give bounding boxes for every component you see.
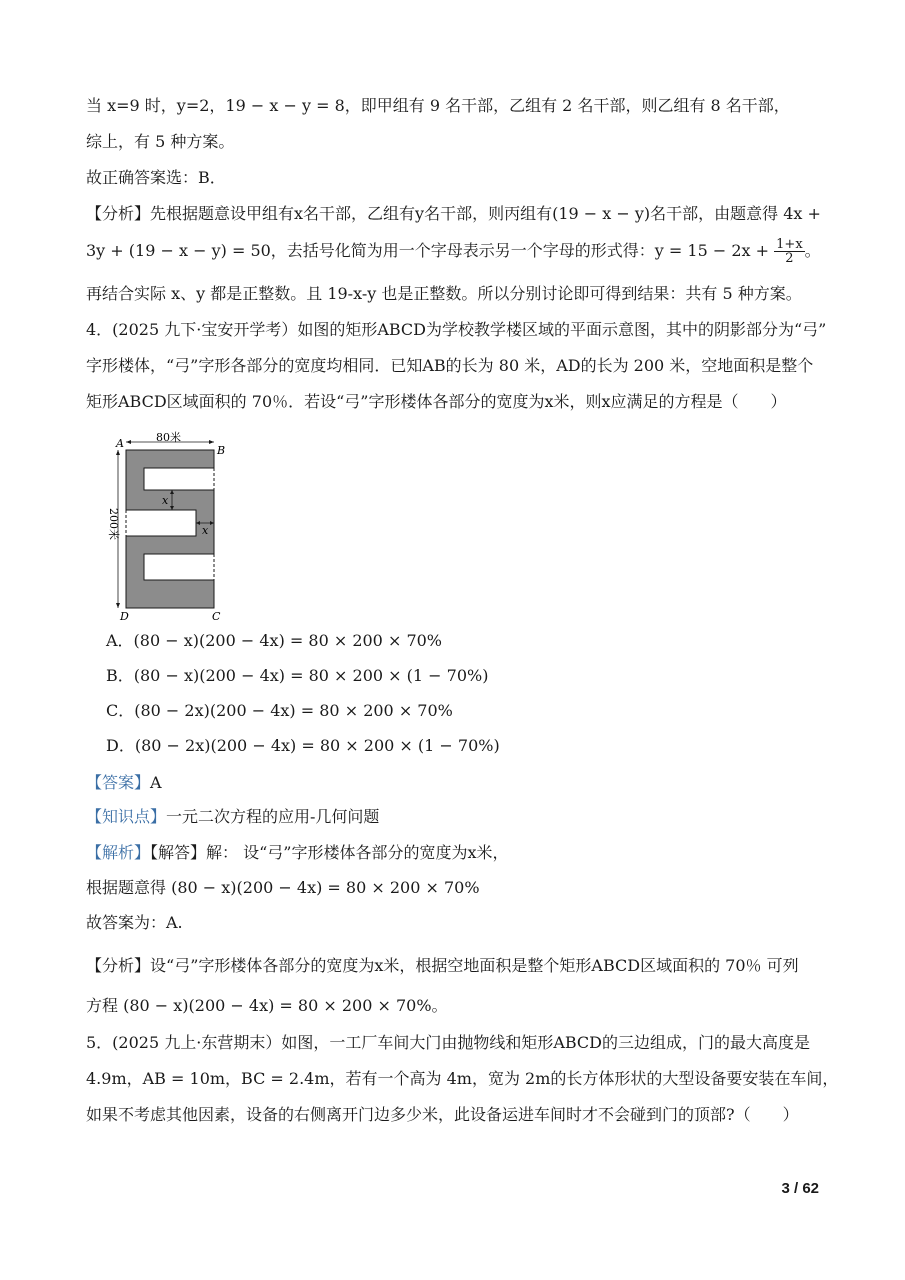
label-x1: x <box>162 494 169 507</box>
knowledge-point-line <box>86 806 823 828</box>
label-d: D <box>120 610 129 620</box>
text-line: 当 x=9 时，y=2，19 − x − y = 8，即甲组有 9 名干部，乙组有 2 名干部，则乙组有 8 名干部， <box>86 96 790 115</box>
text-line: 综上，有 5 种方案。 <box>86 132 235 151</box>
label-c: C <box>212 610 221 620</box>
analysis-line-2 <box>86 238 823 265</box>
analysis2-tag: 【分析】 <box>86 956 151 975</box>
analysis-end: 。 <box>804 241 821 260</box>
analysis2-value: 设“弓”字形楼体各部分的宽度为x米，根据空地面积是整个矩形ABCD区域面积的 70％ 可列 <box>150 956 799 975</box>
fraction-denominator: 2 <box>785 251 794 266</box>
solution-line-3: 故答案为：A. <box>86 913 183 932</box>
analysis2-line <box>86 955 823 977</box>
analysis-line <box>86 203 823 225</box>
cutout-top <box>144 468 214 490</box>
analysis-text-2: 3y + (19 − x − y) = 50，去括号化简为用一个字母表示另一个字母的形式得：y = 15 − 2x + <box>86 241 770 260</box>
option-a: A．(80 − x)(200 − 4x) = 80 × 200 × 70% <box>106 631 443 650</box>
solution-line-2: 根据题意得 (80 − x)(200 − 4x) = 80 × 200 × 70% <box>86 878 480 897</box>
analysis2-line-2: 方程 (80 − x)(200 − 4x) = 80 × 200 × 70%。 <box>86 996 448 1015</box>
question-5-line-2: 4.9m，AB = 10m，BC = 2.4m，若有一个高为 4m，宽为 2m的长方体形状的大型设备要安装在车间， <box>86 1069 839 1088</box>
analysis-tag: 【分析】 <box>86 204 151 223</box>
label-x2: x <box>202 524 209 537</box>
label-height: 200米 <box>108 508 120 540</box>
page-number: 3 / 62 <box>781 1180 819 1197</box>
solution-tag: 【解析】 <box>86 843 151 862</box>
solution-line <box>86 842 823 864</box>
knowledge-tag: 【知识点】 <box>86 807 167 826</box>
option-c: C．(80 − 2x)(200 − 4x) = 80 × 200 × 70% <box>106 701 453 720</box>
bow-building-figure <box>108 430 238 620</box>
figure-svg <box>108 430 238 620</box>
cutout-bottom <box>144 554 214 580</box>
text-line: 再结合实际 x、y 都是正整数。且 19-x-y 也是正整数。所以分别讨论即可得到结果：共有 5 种方案。 <box>86 284 802 303</box>
text-line: 故正确答案选：B． <box>86 168 226 187</box>
label-a: A <box>116 437 124 450</box>
cutout-middle <box>126 510 196 536</box>
question-4-line-3: 矩形ABCD区域面积的 70％．若设“弓”字形楼体各部分的宽度为x米，则x应满足的方程是（ ） <box>86 392 787 411</box>
answer-value: A <box>150 773 162 792</box>
question-4-line-1: 4．(2025 九下·宝安开学考）如图的矩形ABCD为学校教学楼区域的平面示意图，其中的阴影部分为“弓” <box>86 320 827 339</box>
question-4-line-2: 字形楼体，“弓”字形各部分的宽度均相同．已知AB的长为 80 米，AD的长为 200 米，空地面积是整个 <box>86 356 814 375</box>
label-width: 80米 <box>156 431 181 444</box>
answer-line <box>86 772 823 794</box>
solution-value: 【解答】解： 设“弓”字形楼体各部分的宽度为x米， <box>150 843 509 862</box>
label-b: B <box>217 444 226 457</box>
knowledge-value: 一元二次方程的应用-几何问题 <box>166 807 380 826</box>
fraction <box>774 238 805 265</box>
answer-tag: 【答案】 <box>86 773 151 792</box>
fraction-numerator: 1+x <box>776 237 803 252</box>
option-d: D．(80 − 2x)(200 − 4x) = 80 × 200 × (1 − 70%) <box>106 736 500 755</box>
question-5-line-1: 5．(2025 九上·东营期末）如图，一工厂车间大门由抛物线和矩形ABCD的三边组成，门的最大高度是 <box>86 1033 810 1052</box>
analysis-text: 先根据题意设甲组有x名干部，乙组有y名干部，则丙组有(19 − x − y)名干部，由题意得 4x + <box>150 204 821 223</box>
option-b: B．(80 − x)(200 − 4x) = 80 × 200 × (1 − 70%) <box>106 666 489 685</box>
question-5-line-3: 如果不考虑其他因素，设备的右侧离开门边多少米，此设备运进车间时才不会碰到门的顶部?（ ） <box>86 1105 799 1124</box>
